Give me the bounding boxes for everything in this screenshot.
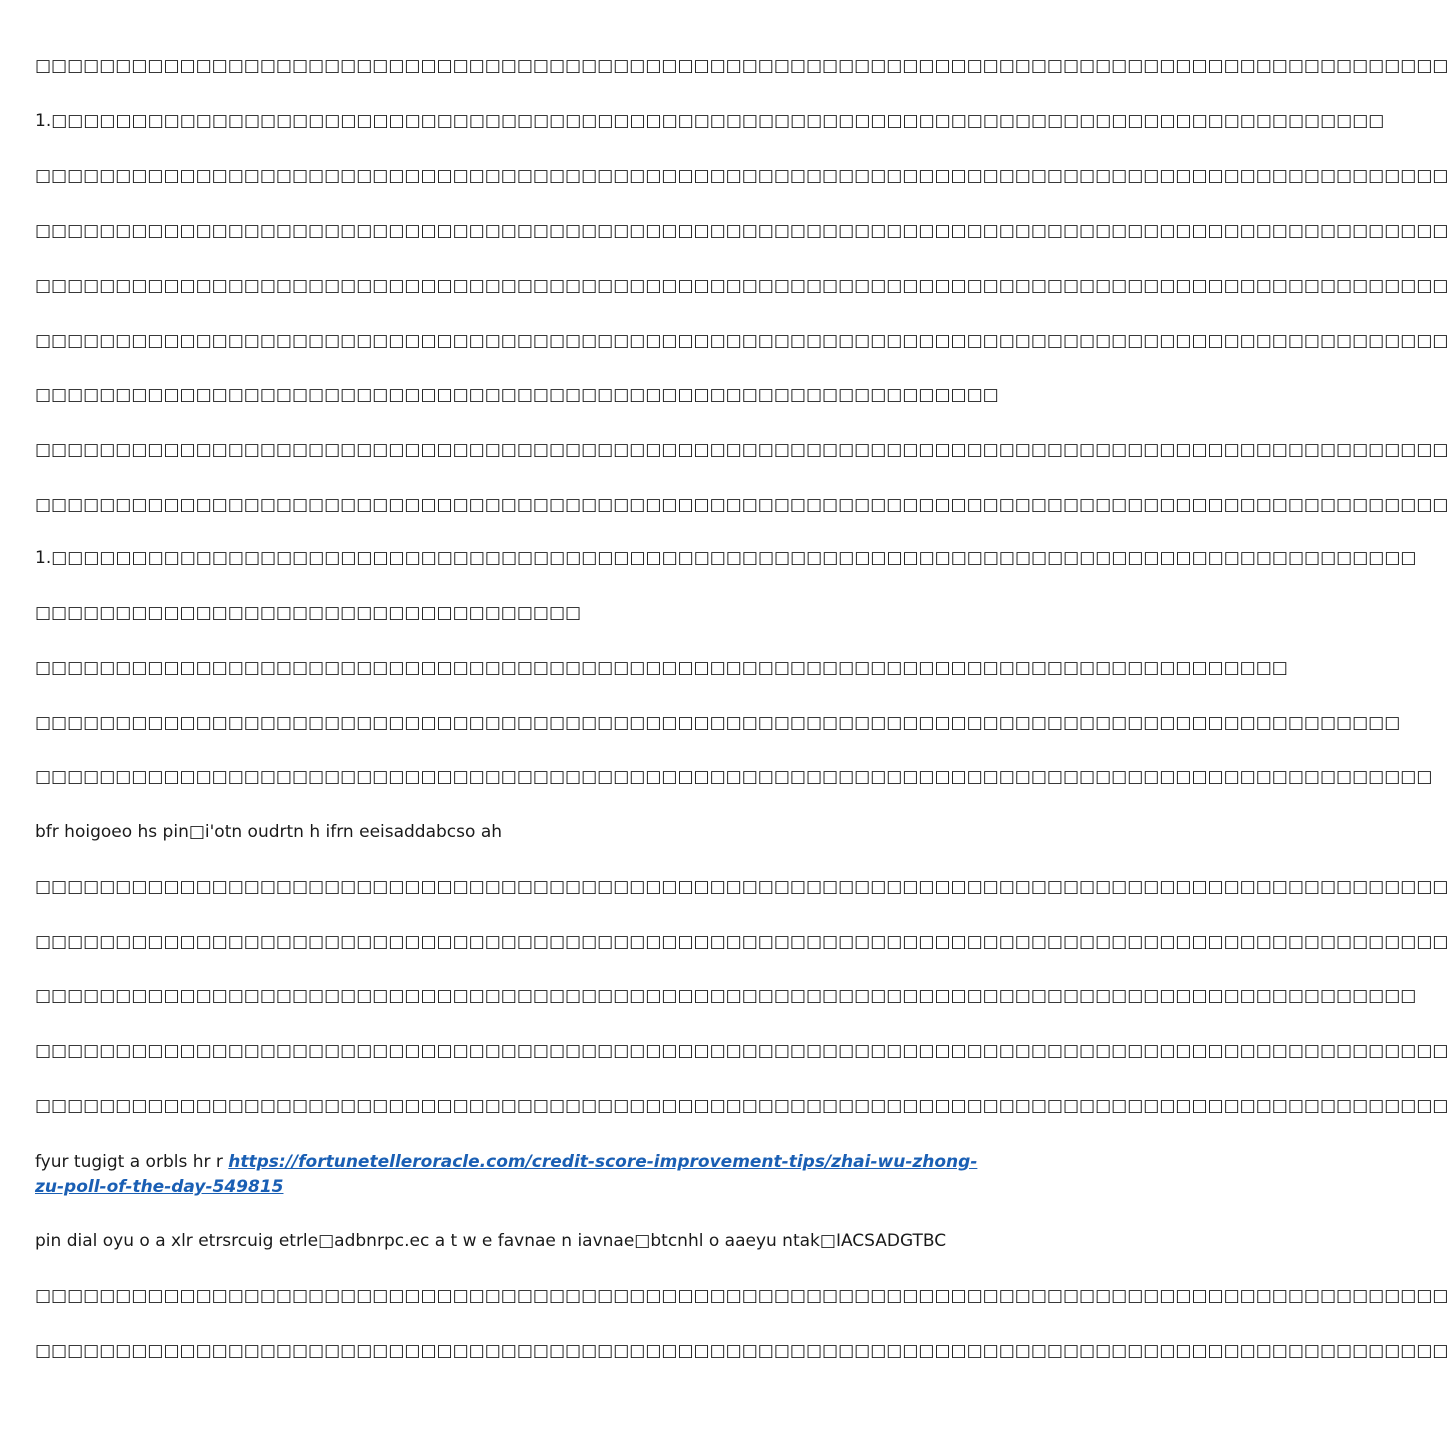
paragraph: □□□□□□□□□□□□□□□□□□□□□□□□□□□□□□□□□□□□□□□□□□□□□□□□□□□□□□□□□□□□□□□□□□□□□□□□□□□□□□□□□□□□□□□□ [35,1286,1448,1306]
link-prefix: fyur tugigt a orbls hr r [35,1152,229,1172]
paragraph: □□□□□□□□□□□□□□□□□□□□□□□□□□□□□□□□□□□□□□□□□□□□□□□□□□□□□□□□□□□□□□□□□□□□□□□□□□□□□□□□□□□□□□□□ [35,932,1448,952]
paragraph: □□□□□□□□□□□□□□□□□□□□□□□□□□□□□□□□□□□□□□□□□□□□□□□□□□□□□□□□□□□□□□□□□□□□□□□□□□□□□□□□□□□□□□□□ [35,56,1448,76]
paragraph: □□□□□□□□□□□□□□□□□□□□□□□□□□□□□□□□□□□□□□□□□□□□□□□□□□□□□□□□□□□□□□□□□□□□□□□□□□□□□□□□□□□□□□□□ [35,221,1448,241]
paragraph: bfr hoigoeo hs pin□i'otn oudrtn h ifrn eeisaddabcso ah [35,822,503,842]
paragraph: □□□□□□□□□□□□□□□□□□□□□□□□□□□□□□□□□□□□□□□□□□□□□□□□□□□□□□□□□□□□□□□□□□□□□□□□□□□□□□□□□□□□□□□□ [35,1341,1448,1361]
paragraph: □□□□□□□□□□□□□□□□□□□□□□□□□□□□□□□□□□□□□□□□□□□□□□□□□□□□□□□□□□□□□□□□□□□□□□□□□□□□□□□□□□□□□□□ [35,767,1433,787]
paragraph: □□□□□□□□□□□□□□□□□□□□□□□□□□□□□□□□□□□□□□□□□□□□□□□□□□□□□□□□□□□□□□□□□□□□□□□□□□□□□□□□□□□□□□□□ [35,495,1448,515]
paragraph: □□□□□□□□□□□□□□□□□□□□□□□□□□□□□□□□□□□□□□□□□□□□□□□□□□□□□□□□□□□□ [35,385,999,405]
link-paragraph [35,1150,990,1200]
article-link[interactable]: https://fortunetelleroracle.com/credit-score-improvement-tips/zhai-wu-zhong-zu-poll-of-the-day-549815 [35,1152,978,1197]
paragraph: □□□□□□□□□□□□□□□□□□□□□□□□□□□□□□□□□□□□□□□□□□□□□□□□□□□□□□□□□□□□□□□□□□□□□□□□□□□□□□□□□□□□□□□□ [35,440,1448,460]
paragraph: □□□□□□□□□□□□□□□□□□□□□□□□□□□□□□□□□□□□□□□□□□□□□□□□□□□□□□□□□□□□□□□□□□□□□□□□□□□□□□□□□□□□□□□□ [35,276,1448,296]
paragraph: □□□□□□□□□□□□□□□□□□□□□□□□□□□□□□□□□□□□□□□□□□□□□□□□□□□□□□□□□□□□□□□□□□□□□□□□□□□□□□□□□□□□□□ [35,986,1417,1006]
paragraph: □□□□□□□□□□□□□□□□□□□□□□□□□□□□□□□□□□□□□□□□□□□□□□□□□□□□□□□□□□□□□□□□□□□□□□□□□□□□□□□□□□□□□□□□ [35,877,1448,897]
paragraph: 1.□□□□□□□□□□□□□□□□□□□□□□□□□□□□□□□□□□□□□□□□□□□□□□□□□□□□□□□□□□□□□□□□□□□□□□□□□□□□□□□□□□□□□ [35,548,1417,568]
paragraph: □□□□□□□□□□□□□□□□□□□□□□□□□□□□□□□□□□□□□□□□□□□□□□□□□□□□□□□□□□□□□□□□□□□□□□□□□□□□□□□□□□□□□ [35,713,1401,733]
paragraph: 1.□□□□□□□□□□□□□□□□□□□□□□□□□□□□□□□□□□□□□□□□□□□□□□□□□□□□□□□□□□□□□□□□□□□□□□□□□□□□□□□□□□□ [35,111,1385,131]
paragraph: □□□□□□□□□□□□□□□□□□□□□□□□□□□□□□□□□□□□□□□□□□□□□□□□□□□□□□□□□□□□□□□□□□□□□□□□□□□□□□□□□□□□□□□□ [35,166,1448,186]
paragraph: □□□□□□□□□□□□□□□□□□□□□□□□□□□□□□□□□□□□□□□□□□□□□□□□□□□□□□□□□□□□□□□□□□□□□□□□□□□□□□□□□□□□□□□□ [35,1096,1448,1116]
paragraph: pin dial oyu o a xlr etrsrcuig etrle□adbnrpc.ec a t w e favnae n iavnae□btcnhl o aaeyu ntak□IACSADGTBC [35,1231,947,1251]
paragraph: □□□□□□□□□□□□□□□□□□□□□□□□□□□□□□□□□□□□□□□□□□□□□□□□□□□□□□□□□□□□□□□□□□□□□□□□□□□□□□ [35,658,1288,678]
paragraph: □□□□□□□□□□□□□□□□□□□□□□□□□□□□□□□□□□ [35,603,582,623]
paragraph: □□□□□□□□□□□□□□□□□□□□□□□□□□□□□□□□□□□□□□□□□□□□□□□□□□□□□□□□□□□□□□□□□□□□□□□□□□□□□□□□□□□□□□□□ [35,331,1448,351]
paragraph: □□□□□□□□□□□□□□□□□□□□□□□□□□□□□□□□□□□□□□□□□□□□□□□□□□□□□□□□□□□□□□□□□□□□□□□□□□□□□□□□□□□□□□□□ [35,1041,1448,1061]
